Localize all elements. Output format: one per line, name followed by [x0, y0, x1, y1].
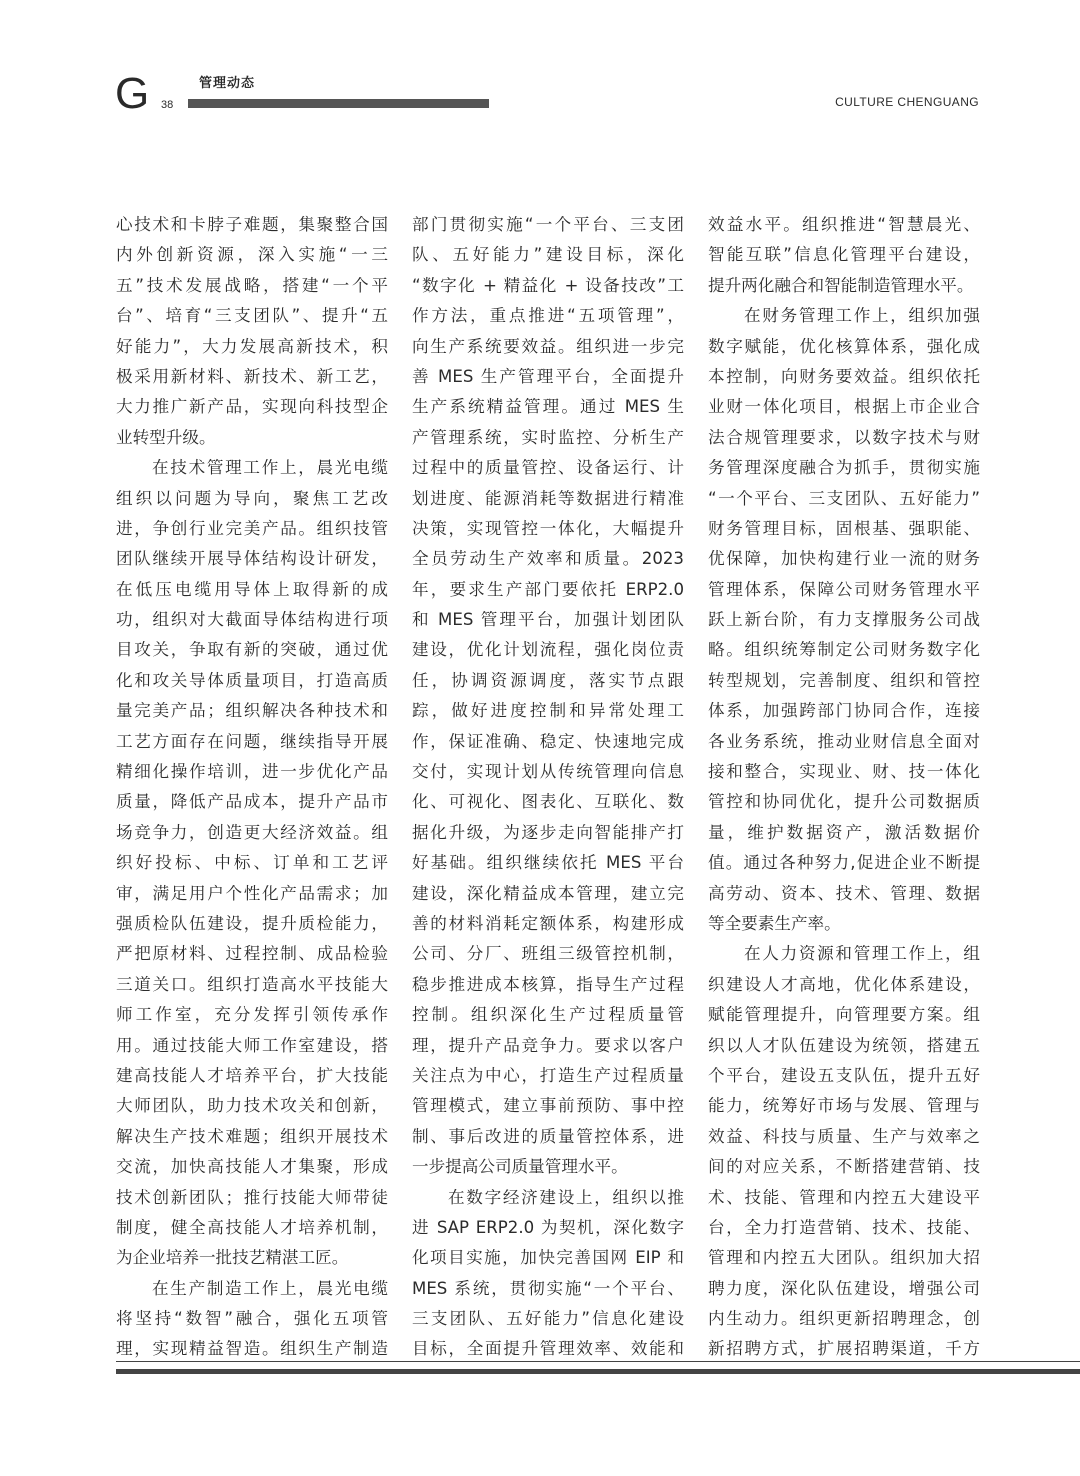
- text-line: 三支团队、五好能力”信息化建设: [412, 1309, 684, 1329]
- text-line: 审，满足用户个性化产品需求；加: [116, 883, 388, 903]
- text-line: 术、技能、管理和内控五大建设平: [708, 1187, 980, 1207]
- text-line: 效益水平。组织推进“智慧晨光、: [708, 215, 980, 234]
- text-line: 任，协调资源调度，落实节点跟: [412, 670, 684, 690]
- text-line: 精细化操作培训，进一步优化产品: [116, 762, 388, 782]
- text-line: 工艺方面存在问题，继续指导开展: [116, 731, 388, 751]
- text-line: 据化升级，为逐步走向智能排产打: [412, 822, 684, 842]
- text-line: 聘力度，深化队伍建设，增强公司: [708, 1278, 980, 1298]
- text-line: 关注点为中心，打造生产过程质量: [412, 1065, 684, 1085]
- text-line: 内生动力。组织更新招聘理念，创: [708, 1309, 980, 1329]
- text-line: 作，保证准确、稳定、快速地完成: [412, 731, 684, 751]
- text-line: 织建设人才高地，优化体系建设，: [708, 974, 980, 994]
- text-line: 制、事后改进的质量管控体系，进: [412, 1126, 684, 1146]
- text-line: 五”技术发展战略，搭建“一个平: [116, 275, 388, 295]
- text-line: 本控制，向财务要效益。组织依托: [708, 366, 980, 386]
- text-line: 量，维护数据资产，激活数据价: [708, 822, 980, 842]
- text-line: “数字化 + 精益化 + 设备技改”工: [412, 275, 684, 295]
- text-line: 在生产制造工作上，晨光电缆: [152, 1278, 388, 1298]
- text-line: 用。通过技能大师工作室建设，搭: [116, 1035, 388, 1055]
- text-line: 理，提升产品竞争力。要求以客户: [412, 1035, 684, 1055]
- text-line: 队、五好能力”建设目标，深化: [412, 245, 684, 265]
- text-line: 全员劳动生产效率和质量。2023: [412, 549, 684, 569]
- text-line: 团队继续开展导体结构设计研发，: [116, 549, 388, 569]
- article-column-2: [412, 210, 684, 1365]
- text-line: 财务管理目标，固根基、强职能、: [708, 518, 980, 538]
- text-line: 量完美产品；组织解决各种技术和: [116, 701, 388, 721]
- text-line: 等全要素生产率。: [708, 913, 841, 933]
- text-line: 场竞争力，创造更大经济效益。组: [116, 822, 388, 842]
- text-line: 交流，加快高技能人才集聚，形成: [116, 1157, 388, 1177]
- text-line: 解决生产技术难题；组织开展技术: [116, 1126, 388, 1146]
- text-line: 产管理系统，实时监控、分析生产: [412, 427, 684, 447]
- header-bar: [188, 99, 489, 108]
- text-line: 师工作室，充分发挥引领传承作: [116, 1005, 388, 1025]
- text-line: 务管理深度融合为抓手，贯彻实施: [708, 458, 980, 478]
- text-line: 质量，降低产品成本，提升产品市: [116, 792, 388, 812]
- text-line: 建设，优化计划流程，强化岗位责: [412, 640, 684, 660]
- text-line: 智能互联”信息化管理平台建设，: [708, 245, 980, 265]
- footer-rule-thin: [116, 1361, 1080, 1362]
- text-line: 过程中的质量管控、设备运行、计: [412, 458, 684, 478]
- text-line: 在财务管理工作上，组织加强: [744, 306, 980, 326]
- text-line: “一个平台、三支团队、五好能力”: [708, 488, 980, 508]
- text-line: 公司、分厂、班组三级管控机制，: [412, 944, 684, 964]
- text-line: 功，组织对大截面导体结构进行项: [116, 610, 388, 630]
- footer-rule-thick: [116, 1369, 1080, 1374]
- text-line: 强质检队伍建设，提升质检能力，: [116, 913, 388, 933]
- text-line: 技术创新团队；推行技能大师带徒: [116, 1187, 388, 1207]
- text-line: 台”、培育“三支团队”、提升“五: [116, 306, 388, 326]
- text-line: 管理模式，建立事前预防、事中控: [412, 1096, 684, 1116]
- text-line: 新招聘方式，扩展招聘渠道，千方: [708, 1339, 980, 1359]
- text-line: 三道关口。组织打造高水平技能大: [116, 974, 388, 994]
- text-line: 织以人才队伍建设为统领，搭建五: [708, 1035, 980, 1055]
- text-line: 在人力资源和管理工作上，组: [744, 944, 980, 964]
- text-line: 建高技能人才培养平台，扩大技能: [116, 1065, 388, 1085]
- text-line: 制度，健全高技能人才培养机制，: [116, 1217, 388, 1237]
- article-column-1: [116, 210, 388, 1365]
- text-line: 严把原材料、过程控制、成品检验: [116, 944, 388, 964]
- text-line: 各业务系统，推动业财信息全面对: [708, 731, 980, 751]
- text-line: 稳步推进成本核算，指导生产过程: [412, 974, 684, 994]
- text-line: 管控和协同优化，提升公司数据质: [708, 792, 980, 812]
- text-line: 为企业培养一批技艺精湛工匠。: [116, 1248, 349, 1268]
- text-line: 和 MES 管理平台，加强计划团队: [412, 610, 684, 630]
- text-line: 业转型升级。: [116, 427, 216, 447]
- text-line: 大力推广新产品，实现向科技型企: [116, 397, 388, 417]
- text-line: 决策，实现管控一体化，大幅提升: [412, 518, 684, 538]
- text-line: 法合规管理要求，以数字技术与财: [708, 427, 980, 447]
- text-line: 控制。组织深化生产过程质量管: [412, 1005, 684, 1025]
- header-letter: G: [115, 69, 150, 118]
- text-line: 内外创新资源，深入实施“一三: [116, 245, 388, 265]
- article-column-3: [708, 210, 980, 1365]
- text-line: 台，全力打造营销、技术、技能、: [708, 1217, 980, 1237]
- text-line: 体系，加强跨部门协同合作，连接: [708, 701, 980, 721]
- text-line: 踪，做好进度控制和异常处理工: [412, 701, 684, 721]
- text-line: 理，实现精益智造。组织生产制造: [116, 1339, 388, 1359]
- text-line: 化、可视化、图表化、互联化、数: [412, 792, 684, 812]
- text-line: 划进度、能源消耗等数据进行精准: [412, 488, 684, 508]
- text-line: 化和攻关导体质量项目，打造高质: [116, 670, 388, 690]
- text-line: 组织以问题为导向，聚焦工艺改: [116, 488, 388, 508]
- text-line: 能力，统筹好市场与发展、管理与: [708, 1096, 980, 1116]
- text-line: 效益、科技与质量、生产与效率之: [708, 1126, 980, 1146]
- text-line: 心技术和卡脖子难题，集聚整合国: [116, 215, 388, 234]
- text-line: 间的对应关系，不断搭建营销、技: [708, 1157, 980, 1177]
- text-line: 数字赋能，优化核算体系，强化成: [708, 336, 980, 356]
- text-line: 管理体系，保障公司财务管理水平: [708, 579, 980, 599]
- text-line: 值。通过各种努力,促进企业不断提: [708, 853, 980, 873]
- text-line: 建设，深化精益成本管理，建立完: [412, 883, 684, 903]
- text-line: 业财一体化项目，根据上市企业合: [708, 397, 980, 417]
- text-line: 生产系统精益管理。通过 MES 生: [412, 397, 684, 417]
- text-line: MES 系统，贯彻实施“一个平台、: [412, 1278, 684, 1298]
- section-title: 管理动态: [199, 76, 256, 91]
- text-line: 个平台，建设五支队伍，提升五好: [708, 1065, 980, 1085]
- text-line: 极采用新材料、新技术、新工艺，: [116, 366, 388, 386]
- text-line: 管理和内控五大团队。组织加大招: [708, 1248, 980, 1268]
- text-line: 织好投标、中标、订单和工艺评: [116, 853, 388, 873]
- text-line: 高劳动、资本、技术、管理、数据: [708, 883, 980, 903]
- text-line: 在低压电缆用导体上取得新的成: [116, 579, 388, 599]
- text-line: 跃上新台阶，有力支撑服务公司战: [708, 610, 980, 630]
- text-line: 赋能管理提升，向管理要方案。组: [708, 1005, 980, 1025]
- text-line: 向生产系统要效益。组织进一步完: [412, 336, 684, 356]
- text-line: 优保障，加快构建行业一流的财务: [708, 549, 980, 569]
- text-line: 大师团队，助力技术攻关和创新，: [116, 1096, 388, 1116]
- text-line: 提升两化融合和智能制造管理水平。: [708, 275, 974, 295]
- text-line: 好能力”，大力发展高新技术，积: [116, 336, 388, 356]
- page-number: 38: [161, 99, 174, 111]
- text-line: 接和整合，实现业、财、技一体化: [708, 762, 980, 782]
- text-line: 善 MES 生产管理平台，全面提升: [412, 366, 684, 386]
- text-line: 转型规划，完善制度、组织和管控: [708, 670, 980, 690]
- text-line: 好基础。组织继续依托 MES 平台: [412, 853, 684, 873]
- text-line: 目标，全面提升管理效率、效能和: [412, 1339, 684, 1359]
- text-line: 在技术管理工作上，晨光电缆: [152, 458, 388, 478]
- text-line: 作方法，重点推进“五项管理”，: [412, 306, 684, 326]
- text-line: 年，要求生产部门要依托 ERP2.0: [412, 579, 684, 599]
- text-line: 将坚持“数智”融合，强化五项管: [116, 1309, 388, 1329]
- text-line: 目攻关，争取有新的突破，通过优: [116, 640, 388, 660]
- text-line: 略。组织统筹制定公司财务数字化: [708, 640, 980, 660]
- text-line: 交付，实现计划从传统管理向信息: [412, 762, 684, 782]
- brand-title: CULTURE CHENGUANG: [835, 95, 979, 109]
- text-line: 进，争创行业完美产品。组织技管: [116, 518, 388, 538]
- text-line: 一步提高公司质量管理水平。: [412, 1157, 628, 1177]
- text-line: 化项目实施，加快完善国网 EIP 和: [412, 1248, 684, 1268]
- text-line: 部门贯彻实施“一个平台、三支团: [412, 215, 684, 234]
- text-line: 善的材料消耗定额体系，构建形成: [412, 913, 684, 933]
- text-line: 在数字经济建设上，组织以推: [448, 1187, 684, 1207]
- text-line: 进 SAP ERP2.0 为契机，深化数字: [412, 1217, 684, 1237]
